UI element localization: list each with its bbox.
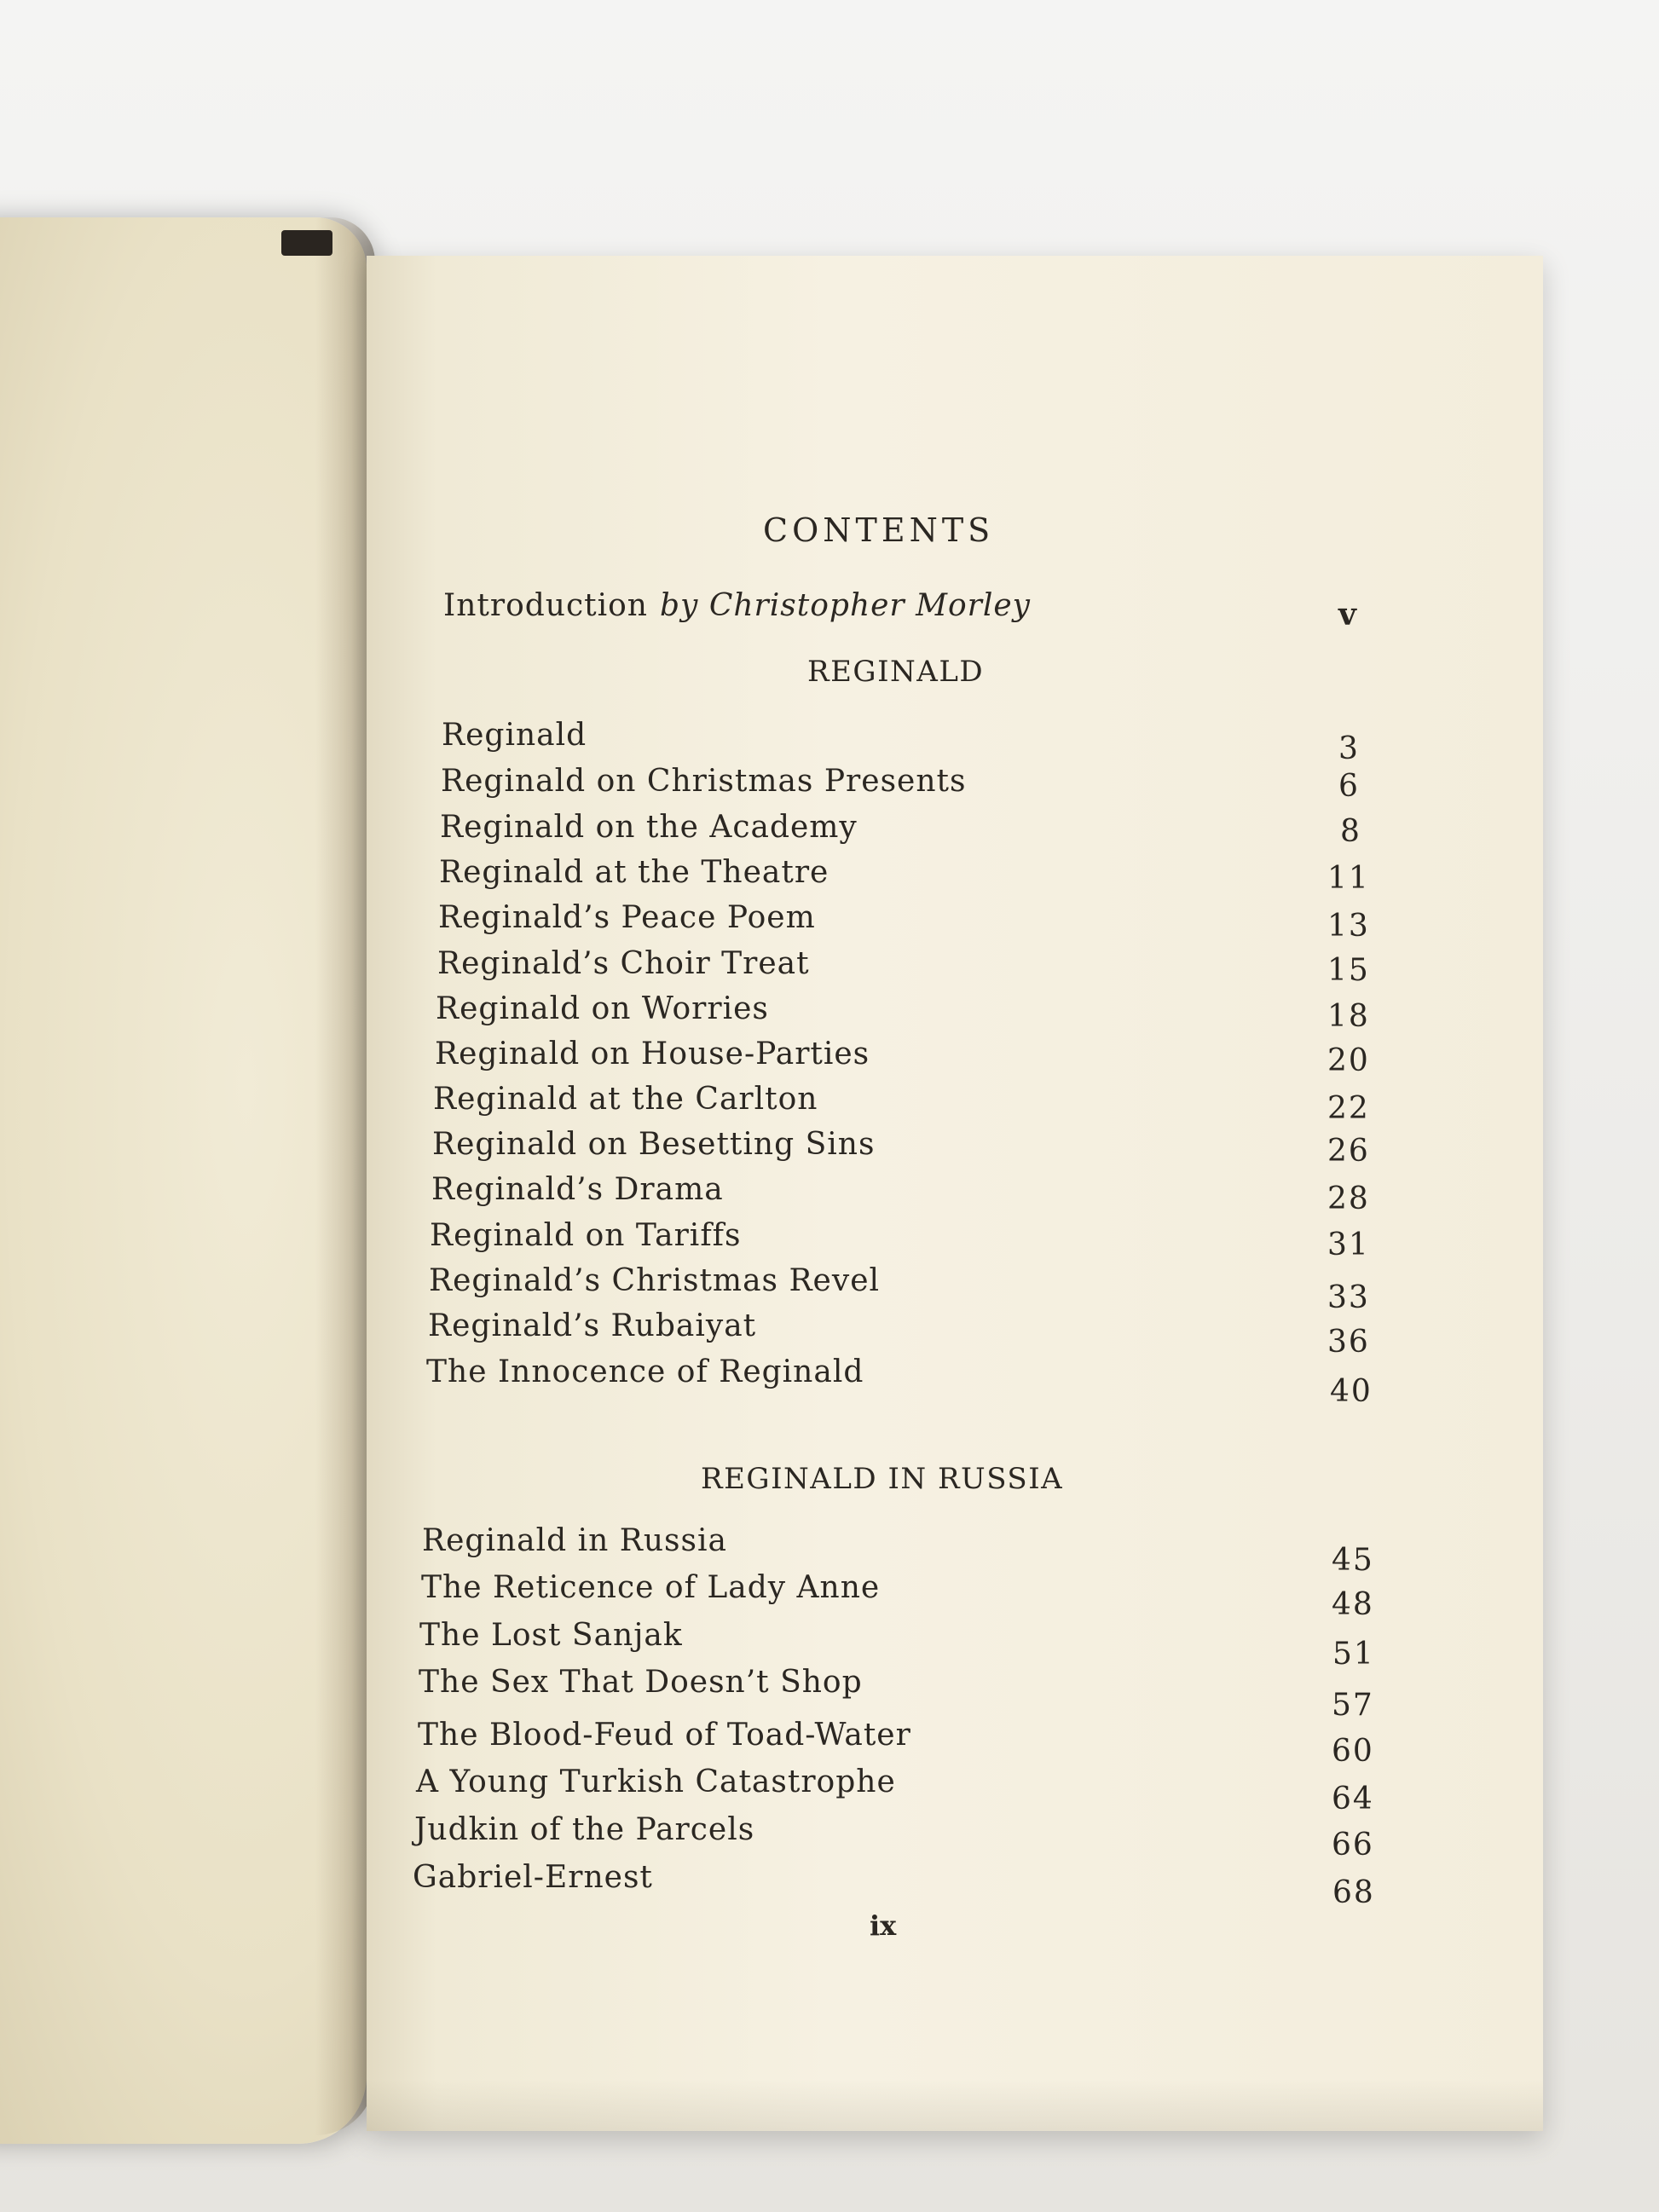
introduction-byline: by Christopher Morley [660,588,1031,623]
toc-entry-title: Reginald’s Christmas Revel [429,1263,881,1298]
toc-entry-title: The Reticence of Lady Anne [421,1570,881,1605]
toc-entry-page: 51 [1332,1637,1375,1672]
section-heading-reginald-in-russia: REGINALD IN RUSSIA [701,1462,1064,1496]
toc-entry-page: 33 [1327,1280,1370,1315]
toc-entry-page: 28 [1327,1181,1370,1216]
toc-entry-page: 20 [1327,1043,1370,1078]
book-cover-edge [281,230,332,256]
toc-entry-title: Reginald [442,718,587,753]
toc-entry-title: Reginald in Russia [422,1523,727,1558]
toc-entry-page: 26 [1327,1134,1370,1169]
toc-entry-title: The Blood-Feud of Toad-Water [418,1718,911,1753]
toc-entry-title: Reginald’s Drama [431,1172,724,1207]
toc-entry-page: 48 [1332,1587,1374,1622]
toc-entry-page: 36 [1327,1325,1370,1360]
toc-entry-title: The Sex That Doesn’t Shop [419,1665,863,1700]
toc-entry-title: Reginald on House-Parties [435,1037,870,1071]
toc-entry-title: Reginald’s Peace Poem [438,900,816,935]
toc-entry-title: Reginald at the Carlton [433,1082,818,1117]
toc-entry-title: Reginald on Besetting Sins [432,1127,876,1162]
toc-entry-page: 3 [1338,731,1360,766]
toc-entry-page: 6 [1338,769,1360,804]
toc-entry-page: 57 [1332,1688,1374,1723]
toc-entry-page: 45 [1332,1543,1374,1578]
toc-entry-page: 60 [1332,1734,1374,1769]
section-heading-reginald: REGINALD [807,655,985,689]
toc-entry-title: Reginald on Tariffs [430,1218,742,1253]
left-page [0,217,367,2144]
toc-entry-title: Judkin of the Parcels [414,1812,755,1847]
page-folio: ix [870,1909,897,1942]
toc-entry-title: Reginald on Christmas Presents [441,764,967,799]
toc-entry-page: 40 [1330,1374,1373,1409]
toc-entry-page: 31 [1327,1227,1370,1262]
introduction-label: Introduction [443,588,648,623]
toc-entry-title: Reginald at the Theatre [439,855,830,890]
toc-entry-page: 8 [1340,814,1361,849]
toc-entry-title: Reginald’s Choir Treat [437,946,810,981]
toc-entry-page: 11 [1327,861,1370,896]
toc-entry-page: 66 [1332,1828,1374,1863]
toc-entry-page: 13 [1327,909,1370,944]
introduction-entry [443,588,1031,623]
toc-entry-title: Reginald on the Academy [440,810,858,845]
toc-entry-title: The Lost Sanjak [419,1618,683,1653]
toc-entry-title: Gabriel-Ernest [413,1860,653,1895]
toc-entry-page: 68 [1332,1875,1375,1910]
toc-entry-title: The Innocence of Reginald [426,1354,864,1389]
contents-heading: CONTENTS [763,511,995,549]
toc-entry-page: 18 [1327,999,1370,1034]
toc-entry-title: Reginald’s Rubaiyat [428,1308,757,1343]
toc-entry-page: 64 [1332,1782,1374,1816]
right-page-bottom-edge [367,2080,1543,2131]
toc-entry-page: 15 [1327,953,1370,988]
introduction-page-number: v [1338,597,1356,632]
toc-entry-title: A Young Turkish Catastrophe [416,1764,896,1799]
toc-entry-page: 22 [1327,1091,1370,1126]
toc-entry-title: Reginald on Worries [436,991,769,1026]
